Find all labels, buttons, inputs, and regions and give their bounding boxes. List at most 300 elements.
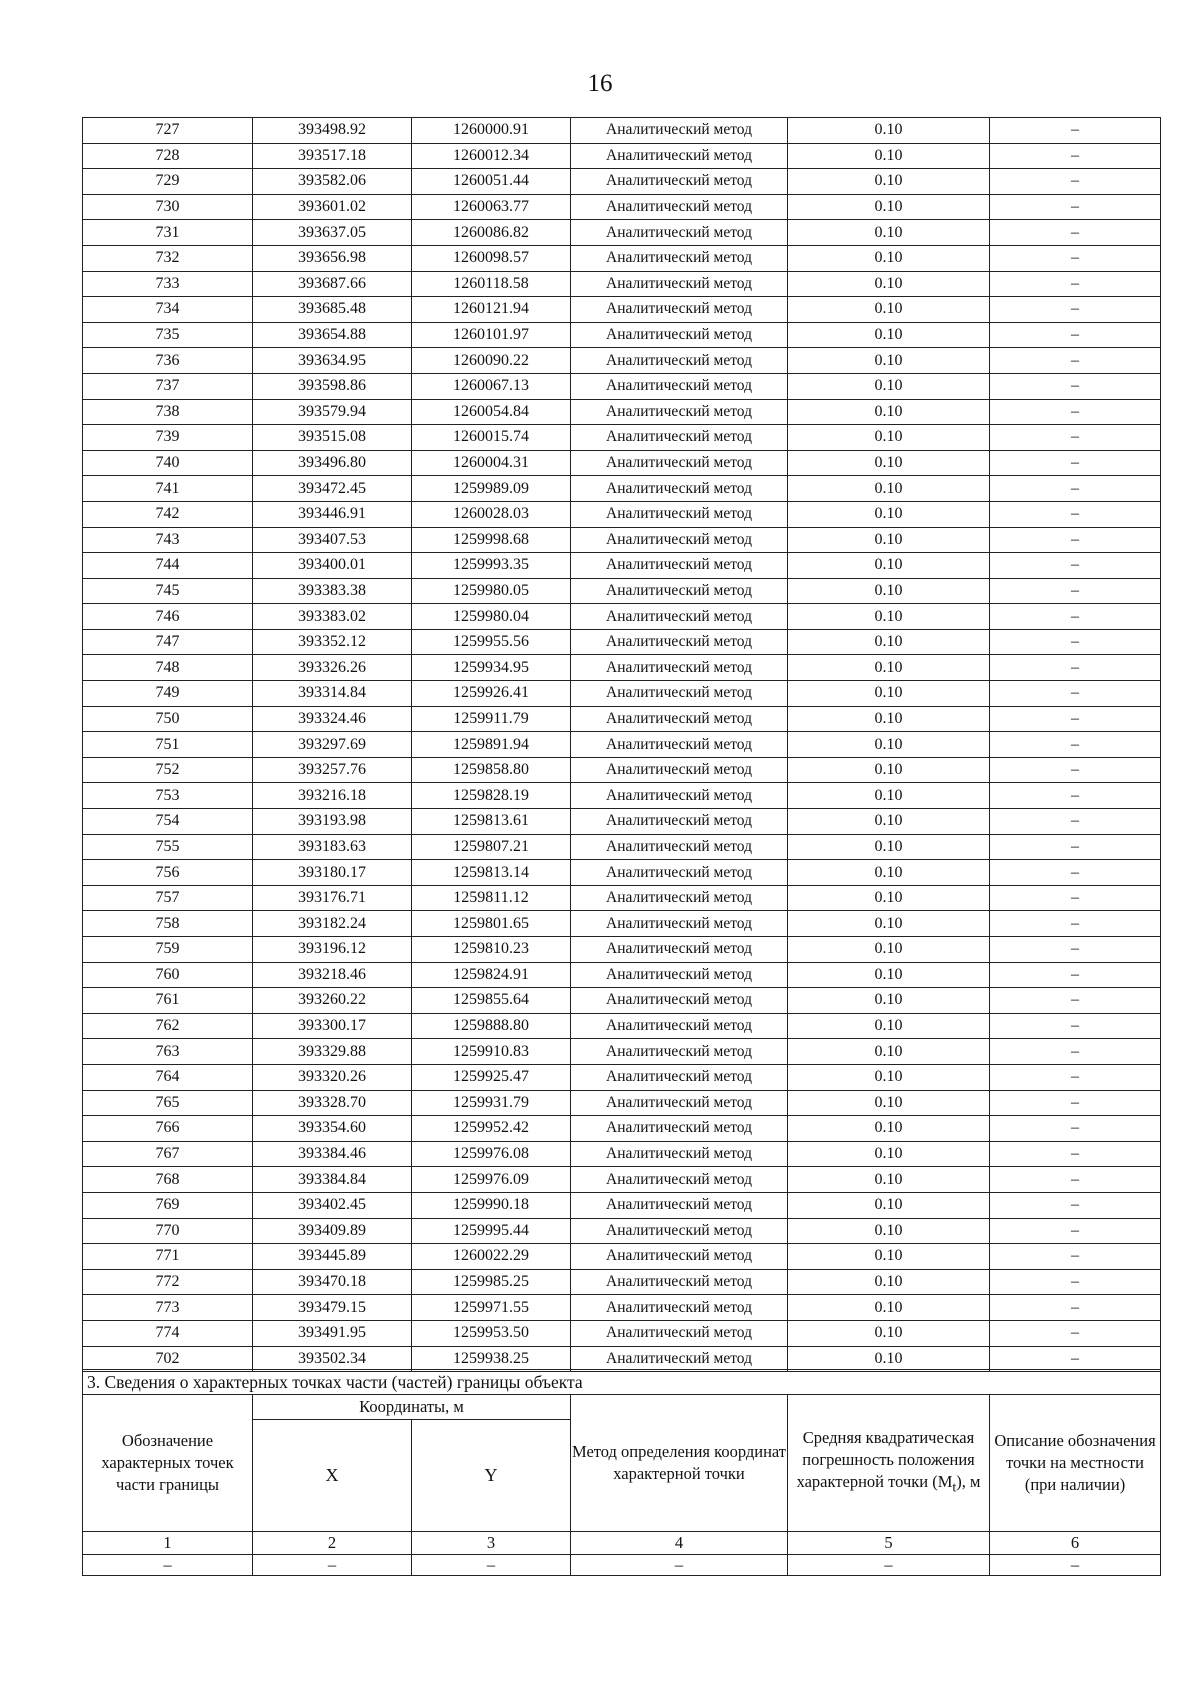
coord-y: 1259953.50 bbox=[412, 1320, 571, 1346]
description-cell: – bbox=[990, 1141, 1161, 1167]
coord-y: 1259911.79 bbox=[412, 706, 571, 732]
coord-y: 1259955.56 bbox=[412, 629, 571, 655]
coord-y: 1259858.80 bbox=[412, 757, 571, 783]
point-number: 727 bbox=[83, 118, 253, 144]
point-number: 761 bbox=[83, 988, 253, 1014]
coord-x: 393257.76 bbox=[253, 757, 412, 783]
point-number: 760 bbox=[83, 962, 253, 988]
coord-x: 393260.22 bbox=[253, 988, 412, 1014]
coord-y: 1259810.23 bbox=[412, 937, 571, 963]
description-cell: – bbox=[990, 169, 1161, 195]
accuracy-cell: 0.10 bbox=[788, 1269, 990, 1295]
point-number: 758 bbox=[83, 911, 253, 937]
method-cell: Аналитический метод bbox=[571, 911, 788, 937]
col4-header: Метод определения координат характерной точки bbox=[571, 1395, 788, 1532]
point-number: 750 bbox=[83, 706, 253, 732]
table-row bbox=[83, 399, 1161, 425]
accuracy-cell: 0.10 bbox=[788, 604, 990, 630]
table-row bbox=[83, 425, 1161, 451]
table-row bbox=[83, 1295, 1161, 1321]
coord-x: 393182.24 bbox=[253, 911, 412, 937]
column-number: 3 bbox=[412, 1532, 571, 1555]
method-cell: Аналитический метод bbox=[571, 322, 788, 348]
point-number: 766 bbox=[83, 1116, 253, 1142]
description-cell: – bbox=[990, 348, 1161, 374]
point-number: 768 bbox=[83, 1167, 253, 1193]
coords-header: Координаты, м bbox=[253, 1395, 571, 1420]
point-number: 764 bbox=[83, 1064, 253, 1090]
description-cell: – bbox=[990, 706, 1161, 732]
method-cell: Аналитический метод bbox=[571, 1090, 788, 1116]
point-number: 763 bbox=[83, 1039, 253, 1065]
point-number: 754 bbox=[83, 809, 253, 835]
coord-y: 1260067.13 bbox=[412, 373, 571, 399]
column-number: 2 bbox=[253, 1532, 412, 1555]
x-header: X bbox=[253, 1420, 412, 1532]
accuracy-cell: 0.10 bbox=[788, 1320, 990, 1346]
coord-x: 393656.98 bbox=[253, 245, 412, 271]
coord-y: 1259980.05 bbox=[412, 578, 571, 604]
column-number: 4 bbox=[571, 1532, 788, 1555]
coord-y: 1259824.91 bbox=[412, 962, 571, 988]
coord-y: 1259938.25 bbox=[412, 1346, 571, 1372]
coord-x: 393326.26 bbox=[253, 655, 412, 681]
coord-x: 393300.17 bbox=[253, 1013, 412, 1039]
coord-y: 1259801.65 bbox=[412, 911, 571, 937]
method-cell: Аналитический метод bbox=[571, 1167, 788, 1193]
point-number: 765 bbox=[83, 1090, 253, 1116]
description-cell: – bbox=[990, 501, 1161, 527]
method-cell: Аналитический метод bbox=[571, 1192, 788, 1218]
accuracy-cell: 0.10 bbox=[788, 988, 990, 1014]
table-row bbox=[83, 1320, 1161, 1346]
accuracy-cell: 0.10 bbox=[788, 1141, 990, 1167]
coord-y: 1259813.61 bbox=[412, 809, 571, 835]
accuracy-cell: 0.10 bbox=[788, 1064, 990, 1090]
coord-x: 393470.18 bbox=[253, 1269, 412, 1295]
coord-x: 393502.34 bbox=[253, 1346, 412, 1372]
table-row bbox=[83, 706, 1161, 732]
col5-header-end: ), м bbox=[956, 1472, 981, 1492]
table-row bbox=[83, 681, 1161, 707]
table-row bbox=[83, 962, 1161, 988]
accuracy-cell: 0.10 bbox=[788, 1167, 990, 1193]
method-cell: Аналитический метод bbox=[571, 604, 788, 630]
point-number: 732 bbox=[83, 245, 253, 271]
point-number: 759 bbox=[83, 937, 253, 963]
accuracy-cell: 0.10 bbox=[788, 322, 990, 348]
coord-x: 393176.71 bbox=[253, 885, 412, 911]
accuracy-cell: 0.10 bbox=[788, 527, 990, 553]
table-row bbox=[83, 271, 1161, 297]
coord-x: 393472.45 bbox=[253, 476, 412, 502]
coord-x: 393407.53 bbox=[253, 527, 412, 553]
description-cell: – bbox=[990, 911, 1161, 937]
method-cell: Аналитический метод bbox=[571, 834, 788, 860]
accuracy-cell: 0.10 bbox=[788, 271, 990, 297]
accuracy-cell: 0.10 bbox=[788, 348, 990, 374]
coord-y: 1260028.03 bbox=[412, 501, 571, 527]
method-cell: Аналитический метод bbox=[571, 988, 788, 1014]
coord-x: 393216.18 bbox=[253, 783, 412, 809]
coord-x: 393515.08 bbox=[253, 425, 412, 451]
accuracy-cell: 0.10 bbox=[788, 1013, 990, 1039]
coord-y: 1259931.79 bbox=[412, 1090, 571, 1116]
table-row bbox=[83, 988, 1161, 1014]
description-cell: – bbox=[990, 297, 1161, 323]
table-row bbox=[83, 1244, 1161, 1270]
method-cell: Аналитический метод bbox=[571, 1039, 788, 1065]
table-row bbox=[83, 322, 1161, 348]
method-cell: Аналитический метод bbox=[571, 809, 788, 835]
description-cell: – bbox=[990, 373, 1161, 399]
accuracy-cell: 0.10 bbox=[788, 757, 990, 783]
coord-x: 393183.63 bbox=[253, 834, 412, 860]
method-cell: Аналитический метод bbox=[571, 629, 788, 655]
description-cell: – bbox=[990, 1269, 1161, 1295]
coord-y: 1259828.19 bbox=[412, 783, 571, 809]
point-number: 752 bbox=[83, 757, 253, 783]
description-cell: – bbox=[990, 450, 1161, 476]
coord-y: 1259925.47 bbox=[412, 1064, 571, 1090]
method-cell: Аналитический метод bbox=[571, 783, 788, 809]
col5-header bbox=[788, 1395, 990, 1532]
method-cell: Аналитический метод bbox=[571, 860, 788, 886]
description-cell: – bbox=[990, 681, 1161, 707]
coord-y: 1259934.95 bbox=[412, 655, 571, 681]
point-number: 770 bbox=[83, 1218, 253, 1244]
coord-y: 1259813.14 bbox=[412, 860, 571, 886]
table-row bbox=[83, 348, 1161, 374]
description-cell: – bbox=[990, 1039, 1161, 1065]
method-cell: Аналитический метод bbox=[571, 169, 788, 195]
coordinates-table-body bbox=[83, 118, 1161, 1372]
table-row bbox=[83, 1141, 1161, 1167]
accuracy-cell: 0.10 bbox=[788, 783, 990, 809]
table-row bbox=[83, 476, 1161, 502]
coord-x: 393324.46 bbox=[253, 706, 412, 732]
description-cell: – bbox=[990, 1218, 1161, 1244]
point-number: 749 bbox=[83, 681, 253, 707]
point-number: 734 bbox=[83, 297, 253, 323]
empty-cell: – bbox=[788, 1555, 990, 1576]
description-cell: – bbox=[990, 425, 1161, 451]
method-cell: Аналитический метод bbox=[571, 962, 788, 988]
coord-y: 1259976.08 bbox=[412, 1141, 571, 1167]
point-number: 746 bbox=[83, 604, 253, 630]
table-row bbox=[83, 169, 1161, 195]
table-row bbox=[83, 1218, 1161, 1244]
coord-x: 393579.94 bbox=[253, 399, 412, 425]
point-number: 733 bbox=[83, 271, 253, 297]
table-row bbox=[83, 297, 1161, 323]
method-cell: Аналитический метод bbox=[571, 348, 788, 374]
coord-x: 393383.38 bbox=[253, 578, 412, 604]
description-cell: – bbox=[990, 937, 1161, 963]
coord-y: 1260012.34 bbox=[412, 143, 571, 169]
point-number: 745 bbox=[83, 578, 253, 604]
point-number: 757 bbox=[83, 885, 253, 911]
table-row bbox=[83, 501, 1161, 527]
table-row bbox=[83, 1167, 1161, 1193]
accuracy-cell: 0.10 bbox=[788, 1295, 990, 1321]
description-cell: – bbox=[990, 271, 1161, 297]
coord-x: 393409.89 bbox=[253, 1218, 412, 1244]
method-cell: Аналитический метод bbox=[571, 425, 788, 451]
coord-x: 393328.70 bbox=[253, 1090, 412, 1116]
coord-y: 1260004.31 bbox=[412, 450, 571, 476]
coord-y: 1260101.97 bbox=[412, 322, 571, 348]
coord-x: 393598.86 bbox=[253, 373, 412, 399]
description-cell: – bbox=[990, 322, 1161, 348]
method-cell: Аналитический метод bbox=[571, 527, 788, 553]
point-number: 742 bbox=[83, 501, 253, 527]
point-number: 739 bbox=[83, 425, 253, 451]
description-cell: – bbox=[990, 809, 1161, 835]
description-cell: – bbox=[990, 962, 1161, 988]
coord-x: 393637.05 bbox=[253, 220, 412, 246]
description-cell: – bbox=[990, 834, 1161, 860]
accuracy-cell: 0.10 bbox=[788, 578, 990, 604]
section3-title: 3. Сведения о характерных точках части (частей) границы объекта bbox=[83, 1370, 1161, 1395]
table-row bbox=[83, 809, 1161, 835]
coord-y: 1260121.94 bbox=[412, 297, 571, 323]
coord-y: 1260051.44 bbox=[412, 169, 571, 195]
description-cell: – bbox=[990, 783, 1161, 809]
table-row bbox=[83, 860, 1161, 886]
coord-x: 393517.18 bbox=[253, 143, 412, 169]
table-row bbox=[83, 194, 1161, 220]
empty-cell: – bbox=[412, 1555, 571, 1576]
coord-x: 393445.89 bbox=[253, 1244, 412, 1270]
accuracy-cell: 0.10 bbox=[788, 245, 990, 271]
accuracy-cell: 0.10 bbox=[788, 373, 990, 399]
table-row bbox=[83, 245, 1161, 271]
coord-x: 393498.92 bbox=[253, 118, 412, 144]
description-cell: – bbox=[990, 118, 1161, 144]
method-cell: Аналитический метод bbox=[571, 1218, 788, 1244]
accuracy-cell: 0.10 bbox=[788, 962, 990, 988]
accuracy-cell: 0.10 bbox=[788, 450, 990, 476]
accuracy-cell: 0.10 bbox=[788, 732, 990, 758]
description-cell: – bbox=[990, 143, 1161, 169]
coord-y: 1259980.04 bbox=[412, 604, 571, 630]
accuracy-cell: 0.10 bbox=[788, 1346, 990, 1372]
point-number: 772 bbox=[83, 1269, 253, 1295]
coord-y: 1260054.84 bbox=[412, 399, 571, 425]
coord-x: 393384.46 bbox=[253, 1141, 412, 1167]
accuracy-cell: 0.10 bbox=[788, 1192, 990, 1218]
description-cell: – bbox=[990, 399, 1161, 425]
table-row bbox=[83, 604, 1161, 630]
description-cell: – bbox=[990, 860, 1161, 886]
description-cell: – bbox=[990, 578, 1161, 604]
accuracy-cell: 0.10 bbox=[788, 297, 990, 323]
point-number: 769 bbox=[83, 1192, 253, 1218]
point-number: 736 bbox=[83, 348, 253, 374]
description-cell: – bbox=[990, 245, 1161, 271]
method-cell: Аналитический метод bbox=[571, 1064, 788, 1090]
method-cell: Аналитический метод bbox=[571, 143, 788, 169]
coord-x: 393320.26 bbox=[253, 1064, 412, 1090]
point-number: 738 bbox=[83, 399, 253, 425]
description-cell: – bbox=[990, 220, 1161, 246]
accuracy-cell: 0.10 bbox=[788, 911, 990, 937]
coord-y: 1259990.18 bbox=[412, 1192, 571, 1218]
column-number: 5 bbox=[788, 1532, 990, 1555]
method-cell: Аналитический метод bbox=[571, 220, 788, 246]
coord-y: 1260086.82 bbox=[412, 220, 571, 246]
coord-x: 393400.01 bbox=[253, 553, 412, 579]
coord-x: 393354.60 bbox=[253, 1116, 412, 1142]
table-row bbox=[83, 911, 1161, 937]
point-number: 773 bbox=[83, 1295, 253, 1321]
accuracy-cell: 0.10 bbox=[788, 399, 990, 425]
accuracy-cell: 0.10 bbox=[788, 194, 990, 220]
method-cell: Аналитический метод bbox=[571, 1295, 788, 1321]
coord-y: 1259971.55 bbox=[412, 1295, 571, 1321]
table-row bbox=[83, 450, 1161, 476]
accuracy-cell: 0.10 bbox=[788, 553, 990, 579]
table-row bbox=[83, 1346, 1161, 1372]
point-number: 702 bbox=[83, 1346, 253, 1372]
accuracy-cell: 0.10 bbox=[788, 1244, 990, 1270]
table-row bbox=[83, 1013, 1161, 1039]
accuracy-cell: 0.10 bbox=[788, 476, 990, 502]
coord-x: 393352.12 bbox=[253, 629, 412, 655]
coord-y: 1259910.83 bbox=[412, 1039, 571, 1065]
method-cell: Аналитический метод bbox=[571, 450, 788, 476]
method-cell: Аналитический метод bbox=[571, 1013, 788, 1039]
col5-header-main: Средняя квадратическая погрешность положения характерной точки (M bbox=[796, 1428, 975, 1492]
description-cell: – bbox=[990, 194, 1161, 220]
point-number: 731 bbox=[83, 220, 253, 246]
coord-y: 1259811.12 bbox=[412, 885, 571, 911]
point-number: 774 bbox=[83, 1320, 253, 1346]
coord-x: 393297.69 bbox=[253, 732, 412, 758]
accuracy-cell: 0.10 bbox=[788, 425, 990, 451]
description-cell: – bbox=[990, 1090, 1161, 1116]
table-row bbox=[83, 1269, 1161, 1295]
coord-y: 1260098.57 bbox=[412, 245, 571, 271]
method-cell: Аналитический метод bbox=[571, 399, 788, 425]
accuracy-cell: 0.10 bbox=[788, 655, 990, 681]
table-row bbox=[83, 553, 1161, 579]
table-row bbox=[83, 143, 1161, 169]
coord-x: 393402.45 bbox=[253, 1192, 412, 1218]
point-number: 735 bbox=[83, 322, 253, 348]
point-number: 747 bbox=[83, 629, 253, 655]
coord-x: 393180.17 bbox=[253, 860, 412, 886]
coord-x: 393496.80 bbox=[253, 450, 412, 476]
description-cell: – bbox=[990, 1295, 1161, 1321]
empty-cell: – bbox=[571, 1555, 788, 1576]
table-row bbox=[83, 373, 1161, 399]
coord-y: 1260063.77 bbox=[412, 194, 571, 220]
point-number: 737 bbox=[83, 373, 253, 399]
method-cell: Аналитический метод bbox=[571, 1269, 788, 1295]
point-number: 771 bbox=[83, 1244, 253, 1270]
coord-x: 393491.95 bbox=[253, 1320, 412, 1346]
col6-header: Описание обозначения точки на местности (при наличии) bbox=[990, 1395, 1161, 1532]
coordinates-table bbox=[82, 117, 1161, 1372]
table-row bbox=[83, 655, 1161, 681]
point-number: 743 bbox=[83, 527, 253, 553]
method-cell: Аналитический метод bbox=[571, 194, 788, 220]
coord-x: 393384.84 bbox=[253, 1167, 412, 1193]
coord-y: 1259952.42 bbox=[412, 1116, 571, 1142]
description-cell: – bbox=[990, 604, 1161, 630]
accuracy-cell: 0.10 bbox=[788, 629, 990, 655]
description-cell: – bbox=[990, 629, 1161, 655]
coord-x: 393314.84 bbox=[253, 681, 412, 707]
coord-x: 393687.66 bbox=[253, 271, 412, 297]
accuracy-cell: 0.10 bbox=[788, 681, 990, 707]
description-cell: – bbox=[990, 1064, 1161, 1090]
method-cell: Аналитический метод bbox=[571, 757, 788, 783]
coord-x: 393196.12 bbox=[253, 937, 412, 963]
method-cell: Аналитический метод bbox=[571, 681, 788, 707]
point-number: 753 bbox=[83, 783, 253, 809]
accuracy-cell: 0.10 bbox=[788, 1090, 990, 1116]
method-cell: Аналитический метод bbox=[571, 297, 788, 323]
accuracy-cell: 0.10 bbox=[788, 937, 990, 963]
method-cell: Аналитический метод bbox=[571, 706, 788, 732]
coord-y: 1259985.25 bbox=[412, 1269, 571, 1295]
description-cell: – bbox=[990, 1346, 1161, 1372]
coord-y: 1260022.29 bbox=[412, 1244, 571, 1270]
table-row bbox=[83, 732, 1161, 758]
coord-x: 393479.15 bbox=[253, 1295, 412, 1321]
coord-y: 1260118.58 bbox=[412, 271, 571, 297]
accuracy-cell: 0.10 bbox=[788, 809, 990, 835]
point-number: 729 bbox=[83, 169, 253, 195]
coord-x: 393446.91 bbox=[253, 501, 412, 527]
point-number: 741 bbox=[83, 476, 253, 502]
coord-y: 1259995.44 bbox=[412, 1218, 571, 1244]
coord-y: 1259993.35 bbox=[412, 553, 571, 579]
point-number: 767 bbox=[83, 1141, 253, 1167]
method-cell: Аналитический метод bbox=[571, 1141, 788, 1167]
coord-y: 1259926.41 bbox=[412, 681, 571, 707]
method-cell: Аналитический метод bbox=[571, 271, 788, 297]
coord-y: 1259989.09 bbox=[412, 476, 571, 502]
accuracy-cell: 0.10 bbox=[788, 885, 990, 911]
description-cell: – bbox=[990, 757, 1161, 783]
point-number: 756 bbox=[83, 860, 253, 886]
table-row bbox=[83, 885, 1161, 911]
method-cell: Аналитический метод bbox=[571, 553, 788, 579]
table-row bbox=[83, 783, 1161, 809]
coord-y: 1260090.22 bbox=[412, 348, 571, 374]
method-cell: Аналитический метод bbox=[571, 1320, 788, 1346]
method-cell: Аналитический метод bbox=[571, 1116, 788, 1142]
table-row bbox=[83, 1039, 1161, 1065]
coord-x: 393582.06 bbox=[253, 169, 412, 195]
method-cell: Аналитический метод bbox=[571, 1244, 788, 1270]
point-number: 748 bbox=[83, 655, 253, 681]
description-cell: – bbox=[990, 732, 1161, 758]
point-number: 740 bbox=[83, 450, 253, 476]
table-row bbox=[83, 527, 1161, 553]
accuracy-cell: 0.10 bbox=[788, 118, 990, 144]
coord-y: 1259855.64 bbox=[412, 988, 571, 1014]
description-cell: – bbox=[990, 1244, 1161, 1270]
point-number: 728 bbox=[83, 143, 253, 169]
table-row bbox=[83, 1116, 1161, 1142]
coord-x: 393654.88 bbox=[253, 322, 412, 348]
accuracy-cell: 0.10 bbox=[788, 860, 990, 886]
